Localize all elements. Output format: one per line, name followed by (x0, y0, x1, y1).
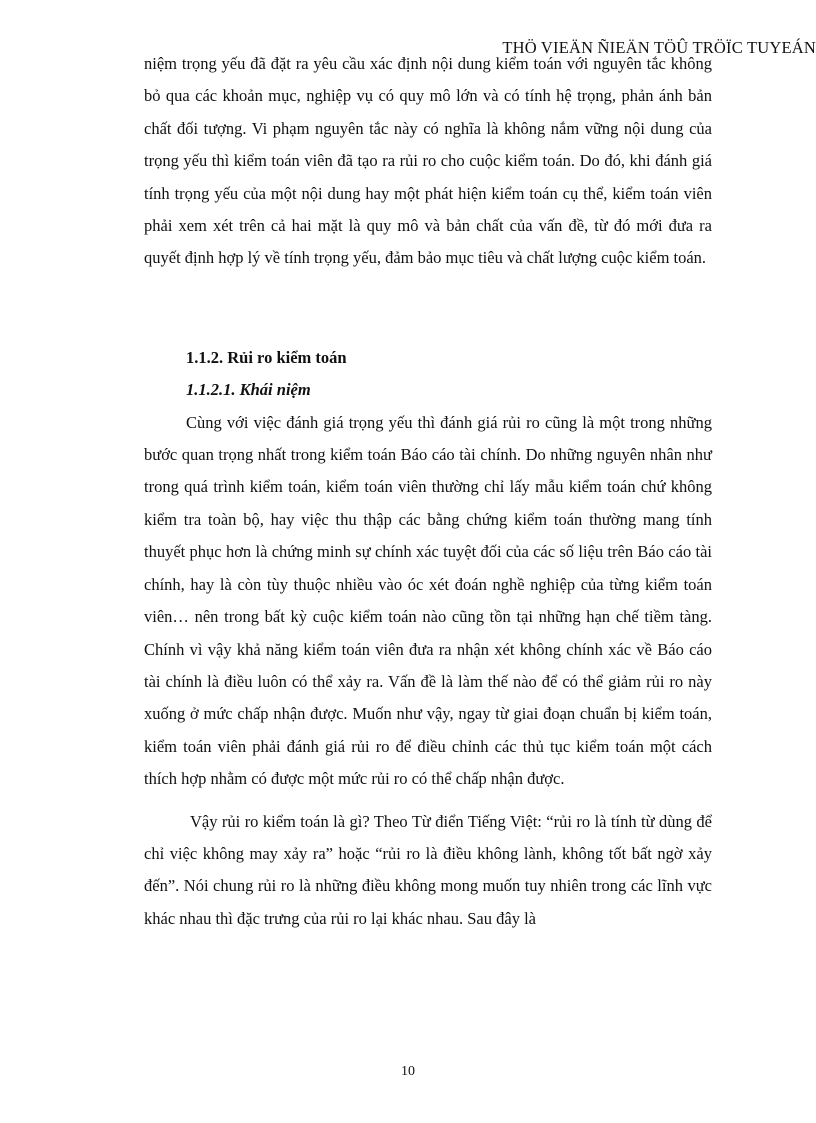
section-heading: 1.1.2. Rủi ro kiểm toán (186, 347, 347, 367)
paragraph-materiality-conclusion: niệm trọng yếu đã đặt ra yêu cầu xác định nội dung kiểm toán với nguyên tắc không bỏ qua các khoản mục, nghiệp vụ có quy mô lớn và có tính hệ trọng, phản ánh bản chất đối tượng. Vi phạm nguyên tắc này có nghĩa là không nắm vững nội dung của trọng yếu thì kiểm toán viên đã tạo ra rủi ro cho cuộc kiểm toán. Do đó, khi đánh giá tính trọng yếu của một nội dung hay một phát hiện kiểm toán cụ thể, kiểm toán viên phải xem xét trên cả hai mặt là quy mô và bản chất của vấn đề, từ đó mới đưa ra quyết định hợp lý về tính trọng yếu, đảm bảo mục tiêu và chất lượng cuộc kiểm toán. (144, 54, 712, 268)
document-body (144, 48, 712, 935)
page-header: THÖ VIEÄN ÑIEÄN TÖÛ TRÖÏC TUYEÁN (502, 38, 816, 57)
paragraph-spacer (144, 796, 712, 806)
paragraph-risk-assessment: Cùng với việc đánh giá trọng yếu thì đánh giá rủi ro cũng là một trong những bước quan trọng nhất trong kiểm toán Báo cáo tài chính. Do những nguyên nhân như trong quá trình kiểm toán, kiểm toán viên thường chỉ lấy mẫu kiểm toán chứ không kiểm tra toàn bộ, hay việc thu thập các bằng chứng kiểm toán thường mang tính thuyết phục hơn là chứng minh sự chính xác tuyệt đối của các số liệu trên Báo cáo tài chính, hay là còn tùy thuộc nhiều vào óc xét đoán nghề nghiệp của từng kiểm toán viên… nên trong bất kỳ cuộc kiểm toán nào cũng tồn tại những hạn chế tiềm tàng. Chính vì vậy khả năng kiểm toán viên đưa ra nhận xét không chính xác về Báo cáo tài chính là điều luôn có thể xảy ra. Vấn đề là làm thế nào để có thể giảm rủi ro này xuống ở mức chấp nhận được. Muốn như vậy, ngay từ giai đoạn chuẩn bị kiểm toán, kiểm toán viên phải đánh giá rủi ro để điều chỉnh các thủ tục kiểm toán một cách thích hợp nhằm có được một mức rủi ro có thể chấp nhận được. (144, 412, 712, 789)
subsection-heading: 1.1.2.1. Khái niệm (186, 380, 311, 400)
paragraph-risk-definition: Vậy rủi ro kiểm toán là gì? Theo Từ điển Tiếng Việt: “rủi ro là tính từ dùng để chỉ việc không may xảy ra” hoặc “rủi ro là điều không lành, không tốt bất ngờ xảy đến”. Nói chung rủi ro là những điều không mong muốn tuy nhiên trong các lĩnh vực khác nhau thì đặc trưng của rủi ro lại khác nhau. Sau đây là (144, 811, 712, 928)
section-spacer (144, 275, 712, 342)
page-number: 10 (401, 1064, 415, 1079)
